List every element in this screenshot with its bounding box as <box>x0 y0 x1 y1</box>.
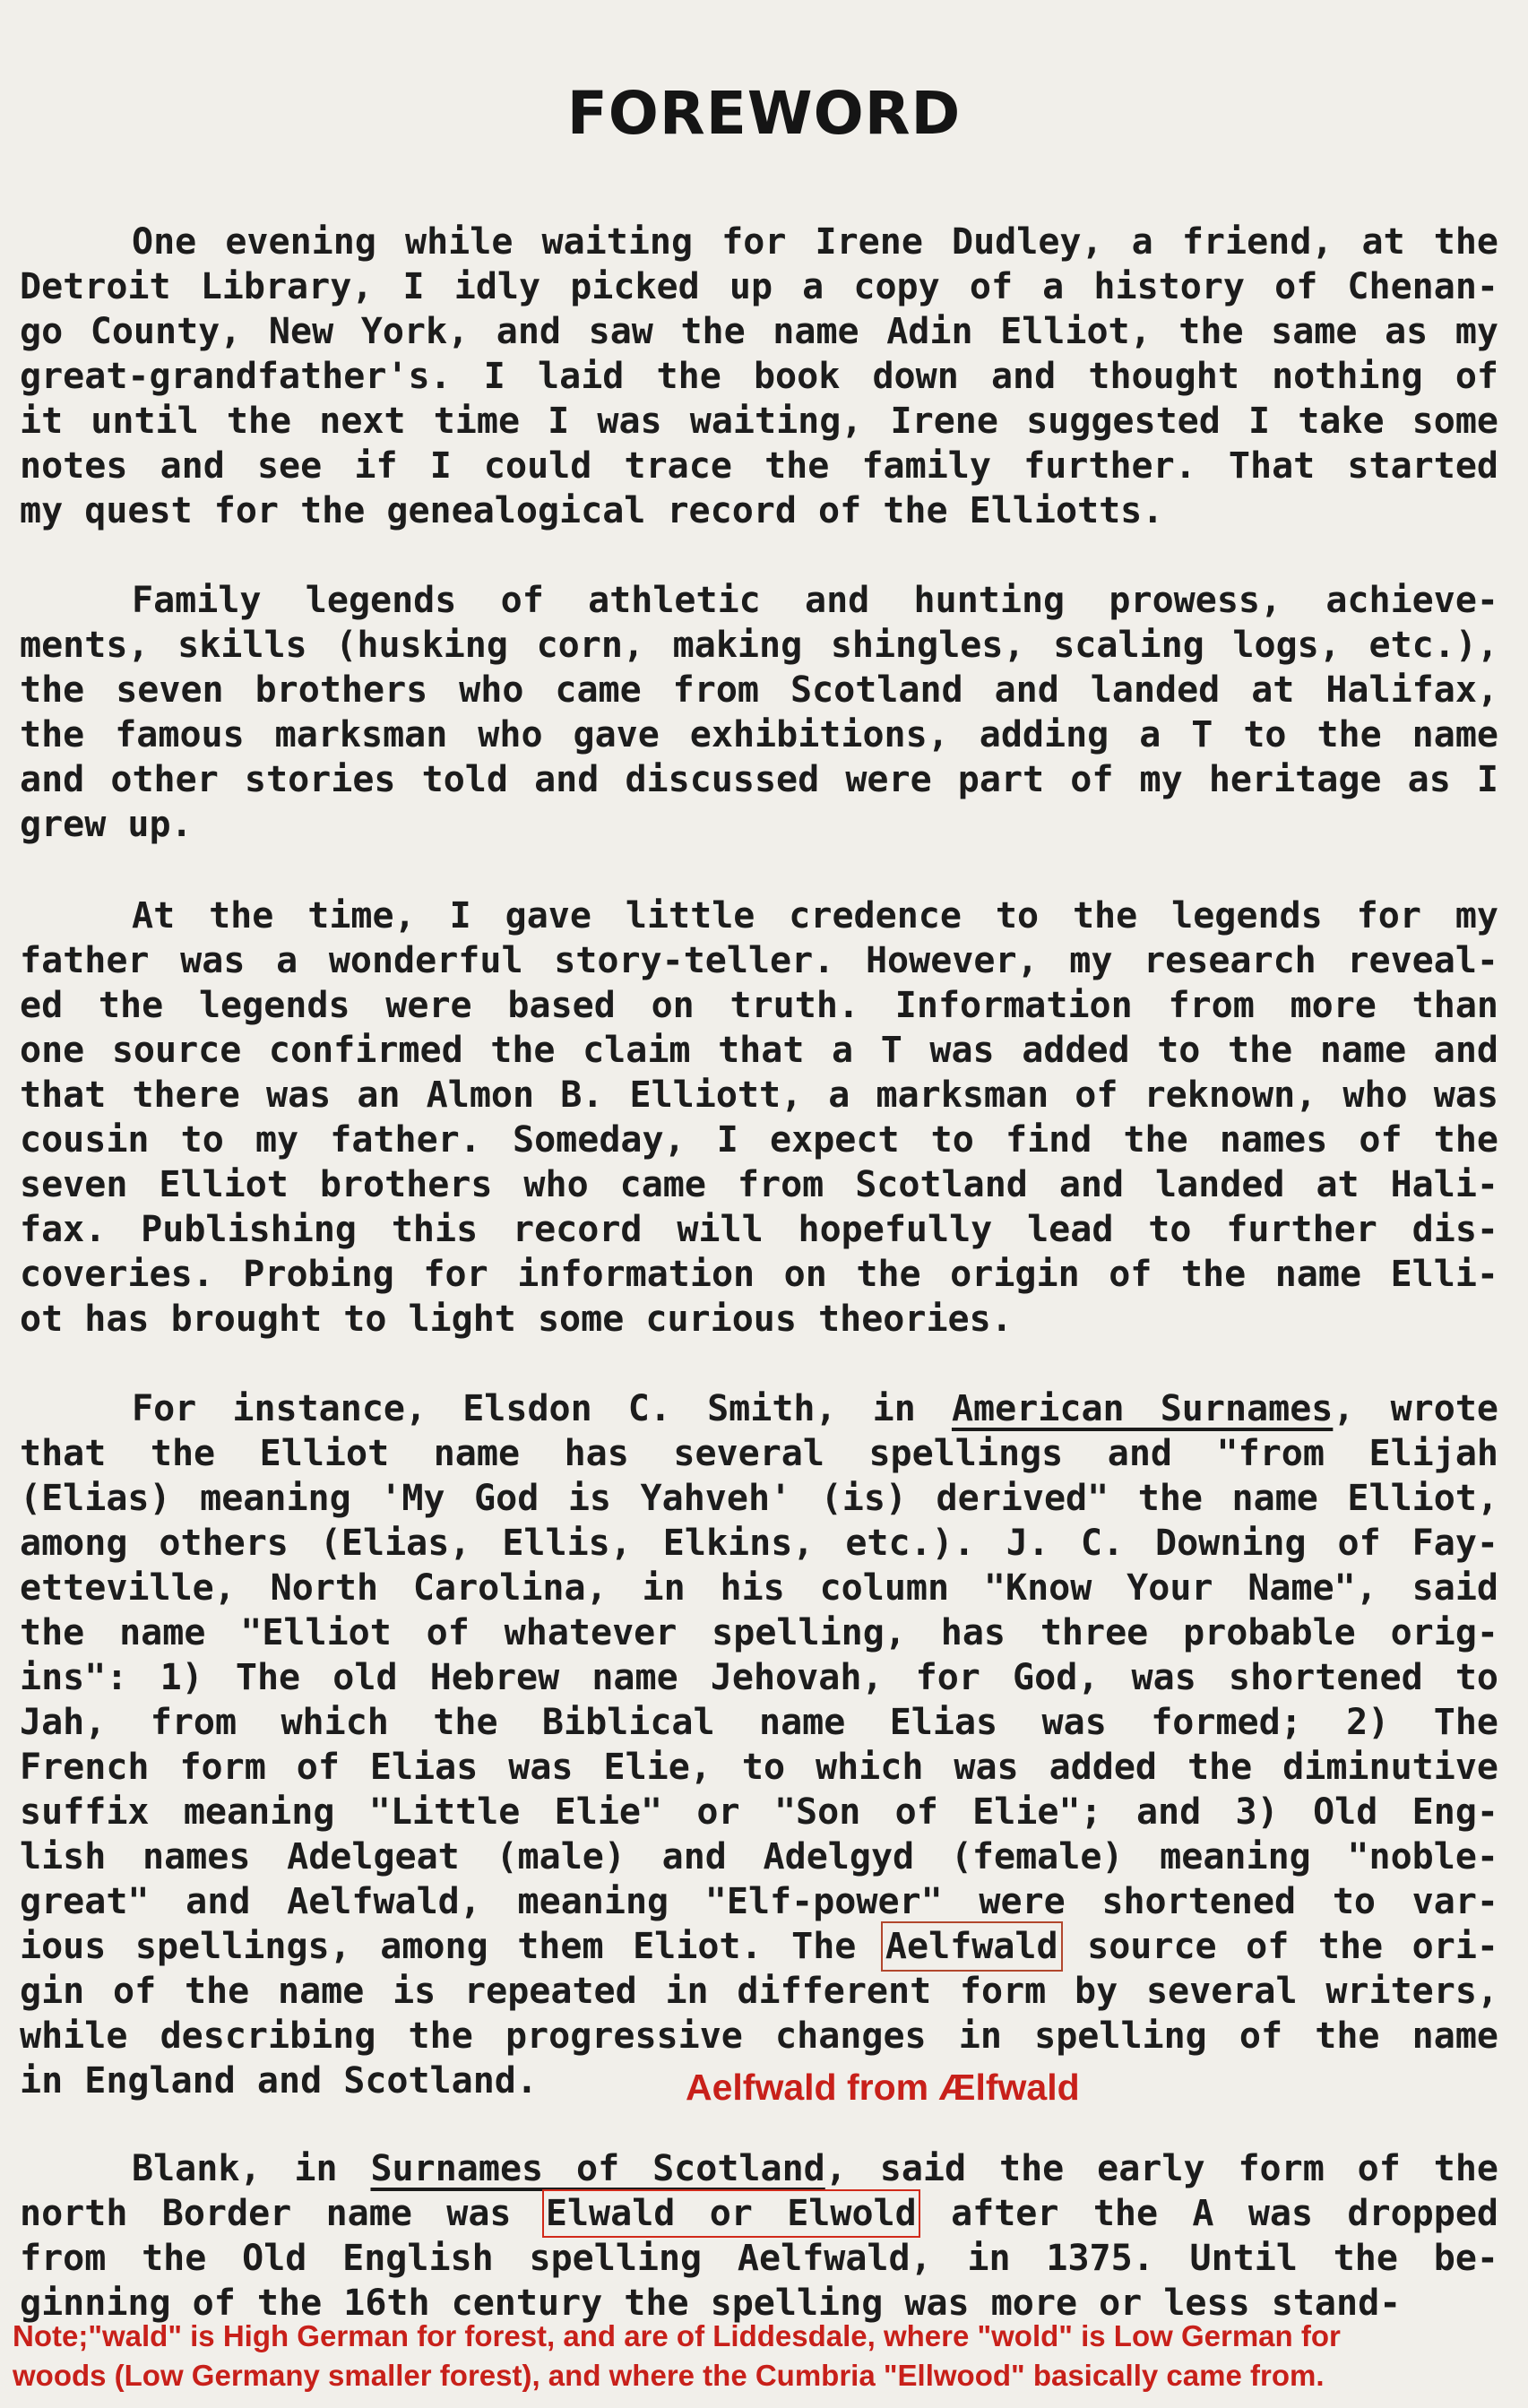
text-line: ins": 1) The old Hebrew name Jehovah, for God, was shortened to <box>20 1657 1498 1698</box>
text-line: Blank, in Surnames of Scotland, said the early form of the <box>132 2148 1499 2189</box>
text-line: go County, New York, and saw the name Adin Elliot, the same as my <box>20 311 1498 352</box>
annotation-note-line-1: Note;"wald" is High German for forest, and are of Liddesdale, where "wold" is Low German for <box>13 2319 1341 2352</box>
text-line: the famous marksman who gave exhibitions, adding a T to the name <box>20 714 1498 755</box>
text-line: in England and Scotland. <box>20 2060 538 2102</box>
annotation-note <box>13 2317 1518 2395</box>
highlight-box: Aelfwald <box>885 1926 1058 1967</box>
text-line: ious spellings, among them Eliot. The Aelfwald source of the ori- <box>20 1926 1498 1967</box>
annotation-caption: Aelfwald from Ælfwald <box>686 2067 1080 2108</box>
text-line: the seven brothers who came from Scotland and landed at Halifax, <box>20 669 1498 711</box>
highlight-box: Elwald or Elwold <box>545 2193 917 2234</box>
text-line: one source confirmed the claim that a T was added to the name and <box>20 1030 1498 1071</box>
text-line: that there was an Almon B. Elliott, a marksman of reknown, who was <box>20 1075 1498 1116</box>
paragraph-4 <box>20 1386 1498 2103</box>
text-line: and other stories told and discussed were part of my heritage as I <box>20 759 1498 800</box>
text-line: gin of the name is repeated in different form by several writers, <box>20 1971 1498 2012</box>
text-line: French form of Elias was Elie, to which was added the diminutive <box>20 1747 1498 1788</box>
text-line: grew up. <box>20 804 193 845</box>
annotation-note-line-2: woods (Low Germany smaller forest), and where the Cumbria "Ellwood" basically came from. <box>13 2359 1325 2392</box>
text-line: that the Elliot name has several spellings and "from Elijah <box>20 1433 1498 1474</box>
text-line: Detroit Library, I idly picked up a copy of a history of Chenan- <box>20 266 1498 307</box>
text-line: notes and see if I could trace the family further. That started <box>20 445 1498 487</box>
text-line: among others (Elias, Ellis, Elkins, etc.). J. C. Downing of Fay- <box>20 1523 1498 1564</box>
text-line: father was a wonderful story-teller. However, my research reveal- <box>20 940 1498 981</box>
text-line: etteville, North Carolina, in his column "Know Your Name", said <box>20 1567 1498 1609</box>
paragraph-1 <box>20 220 1498 533</box>
text-line: my quest for the genealogical record of the Elliotts. <box>20 490 1164 531</box>
text-line: ginning of the 16th century the spelling was more or less stand- <box>20 2283 1402 2324</box>
paragraph-2 <box>20 578 1498 847</box>
text-line: from the Old English spelling Aelfwald, in 1375. Until the be- <box>20 2238 1498 2279</box>
text-line: great-grandfather's. I laid the book down and thought nothing of <box>20 356 1498 397</box>
text-line: At the time, I gave little credence to the legends for my <box>132 895 1498 936</box>
text-line: For instance, Elsdon C. Smith, in American Surnames, wrote <box>132 1388 1498 1429</box>
underlined-title: Surnames of Scotland <box>370 2148 825 2189</box>
text-line: cousin to my father. Someday, I expect to find the names of the <box>20 1119 1498 1161</box>
text-line: One evening while waiting for Irene Dudley, a friend, at the <box>132 221 1498 263</box>
text-line: it until the next time I was waiting, Irene suggested I take some <box>20 401 1498 442</box>
text-line: coveries. Probing for information on the origin of the name Elli- <box>20 1254 1498 1295</box>
text-line: ot has brought to light some curious theories. <box>20 1299 1013 1340</box>
text-line: suffix meaning "Little Elie" or "Son of Elie"; and 3) Old Eng- <box>20 1791 1498 1833</box>
text-line: the name "Elliot of whatever spelling, has three probable orig- <box>20 1612 1498 1653</box>
paragraph-5 <box>20 2146 1498 2326</box>
paragraph-3 <box>20 893 1498 1342</box>
text-line: lish names Adelgeat (male) and Adelgyd (female) meaning "noble- <box>20 1836 1498 1877</box>
underlined-title: American Surnames <box>951 1388 1334 1429</box>
text-line: great" and Aelfwald, meaning "Elf-power" were shortened to var- <box>20 1881 1498 1922</box>
text-line: while describing the progressive changes in spelling of the name <box>20 2015 1498 2057</box>
text-line: seven Elliot brothers who came from Scotland and landed at Hali- <box>20 1164 1498 1205</box>
text-line: ed the legends were based on truth. Information from more than <box>20 985 1498 1026</box>
text-line: fax. Publishing this record will hopefully lead to further dis- <box>20 1209 1498 1250</box>
text-line: Family legends of athletic and hunting prowess, achieve- <box>132 580 1498 621</box>
text-line: north Border name was Elwald or Elwold after the A was dropped <box>20 2193 1499 2234</box>
text-line: ments, skills (husking corn, making shingles, scaling logs, etc.), <box>20 625 1498 666</box>
text-line: (Elias) meaning 'My God is Yahveh' (is) derived" the name Elliot, <box>20 1478 1498 1519</box>
text-line: Jah, from which the Biblical name Elias was formed; 2) The <box>20 1702 1498 1743</box>
page-title: FOREWORD <box>566 79 962 148</box>
